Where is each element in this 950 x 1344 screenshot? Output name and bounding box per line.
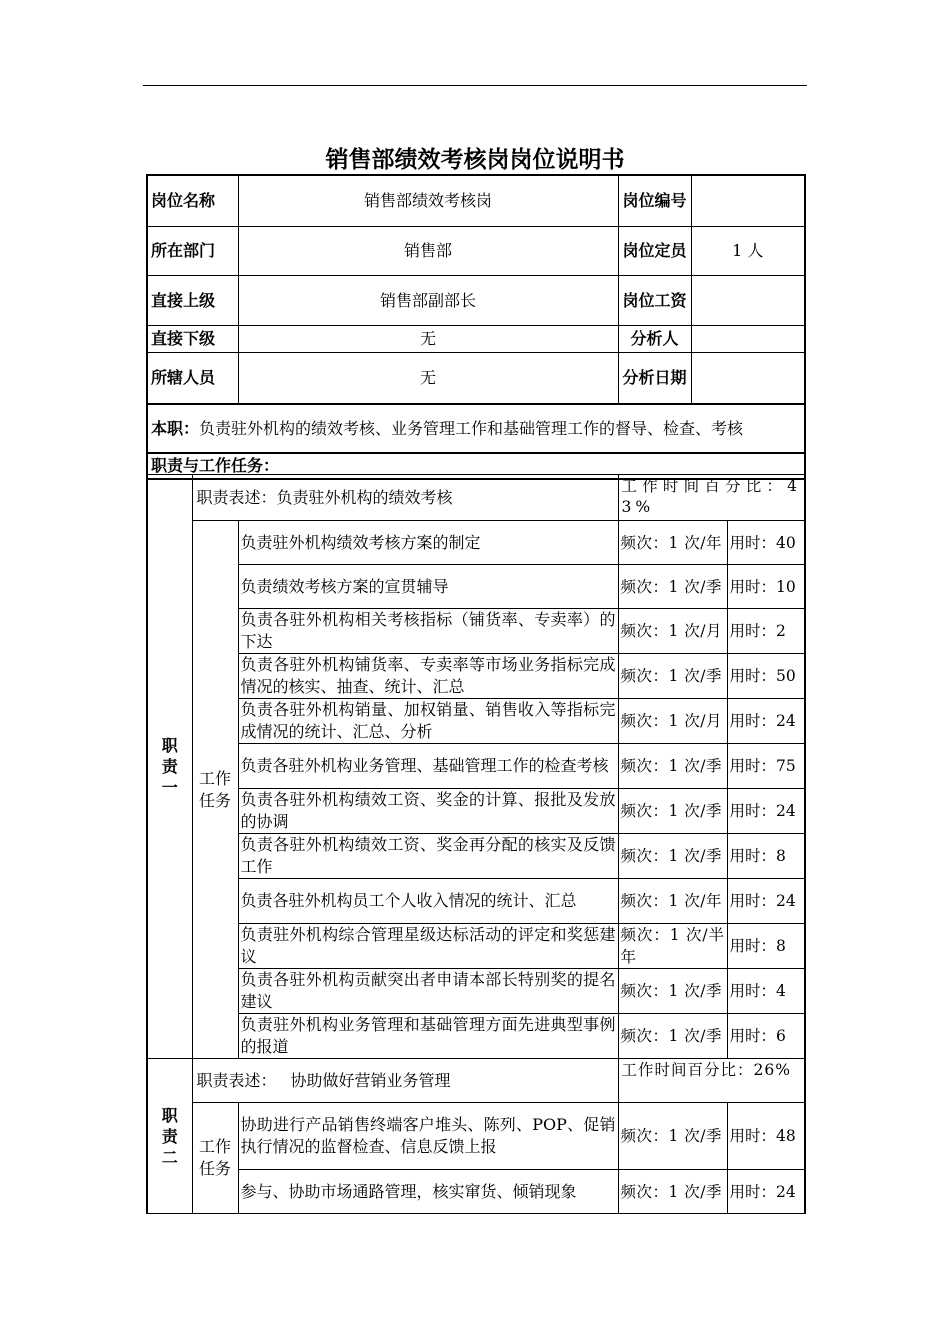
subordinate-value: 无 <box>238 326 618 353</box>
job-description-table <box>146 174 806 480</box>
duty-label: 本职： <box>151 419 200 438</box>
task-text: 负责驻外机构业务管理和基础管理方面先进典型事例的报道 <box>238 1014 618 1059</box>
info-row <box>147 175 805 227</box>
resp-desc-row <box>147 1059 805 1103</box>
task-row <box>147 834 805 879</box>
task-frequency: 频次：1 次/季 <box>618 565 727 609</box>
page-title: 销售部绩效考核岗岗位说明书 <box>325 147 625 173</box>
resp-desc-row <box>147 475 805 521</box>
task-row <box>147 565 805 609</box>
quota-label: 岗位定员 <box>619 227 692 275</box>
task-row <box>147 521 805 565</box>
analysis-date-value <box>692 353 805 403</box>
code-cell <box>618 175 805 227</box>
info-row <box>147 326 805 353</box>
task-row <box>147 744 805 789</box>
resp2-desc-label: 职责表述： <box>196 1070 277 1090</box>
analyst-label: 分析人 <box>619 326 692 352</box>
task-text: 参与、协助市场通路管理，核实窜货、倾销现象 <box>238 1170 618 1214</box>
position-code-value <box>692 176 805 226</box>
info-row <box>147 353 805 405</box>
resp1-desc-text: 负责驻外机构的绩效考核 <box>276 487 453 507</box>
task-text: 负责驻外机构绩效考核方案的制定 <box>238 521 618 565</box>
analyst-value <box>692 326 805 352</box>
resp2-time-percent: 工作时间百分比：26% <box>618 1059 805 1103</box>
task-time: 用时：4 <box>727 969 805 1014</box>
task-row <box>147 879 805 924</box>
task-row <box>147 699 805 744</box>
task-time: 用时：40 <box>727 521 805 565</box>
task-frequency: 频次：1 次/季 <box>618 1014 727 1059</box>
date-cell <box>618 353 805 405</box>
task-frequency: 频次：1 次/季 <box>618 744 727 789</box>
task-time: 用时：8 <box>727 924 805 969</box>
resp1-desc <box>192 475 618 521</box>
task-text: 负责各驻外机构相关考核指标（铺货率、专卖率）的下达 <box>238 609 618 654</box>
task-frequency: 频次：1 次/季 <box>618 969 727 1014</box>
responsibilities-table <box>146 474 806 1214</box>
task-frequency: 频次：1 次/年 <box>618 521 727 565</box>
task-frequency: 频次：1 次/半年 <box>618 924 727 969</box>
task-text: 负责驻外机构综合管理星级达标活动的评定和奖惩建议 <box>238 924 618 969</box>
task-row <box>147 654 805 699</box>
resp2-label: 职责二 <box>147 1059 192 1214</box>
task-row <box>147 1014 805 1059</box>
task-time: 用时：24 <box>727 789 805 834</box>
task-time: 用时：50 <box>727 654 805 699</box>
analyst-cell <box>618 326 805 353</box>
task-row <box>147 1170 805 1214</box>
task-time: 用时：24 <box>727 879 805 924</box>
quota-cell <box>618 227 805 276</box>
superior-label: 直接上级 <box>147 276 238 326</box>
duty-text: 负责驻外机构的绩效考核、业务管理工作和基础管理工作的督导、检查、考核 <box>199 419 744 438</box>
resp1-task-label: 工作任务 <box>192 521 238 1059</box>
position-code-label: 岗位编号 <box>619 176 692 226</box>
resp2-desc <box>192 1059 618 1103</box>
quota-value: 1 人 <box>732 241 764 260</box>
header-rule <box>143 85 807 86</box>
resp1-time-percent: 工作时间百分比：43% <box>618 475 805 521</box>
resp2-desc-text: 协助做好营销业务管理 <box>290 1070 451 1090</box>
task-text: 负责各驻外机构绩效工资、奖金再分配的核实及反馈工作 <box>238 834 618 879</box>
task-frequency: 频次：1 次/季 <box>618 834 727 879</box>
task-text: 负责各驻外机构贡献突出者申请本部长特别奖的提名建议 <box>238 969 618 1014</box>
resp1-desc-label: 职责表述： <box>196 487 277 507</box>
task-row <box>147 1103 805 1170</box>
task-row <box>147 969 805 1014</box>
task-text: 负责各驻外机构销量、加权销量、销售收入等指标完成情况的统计、汇总、分析 <box>238 699 618 744</box>
department-value: 销售部 <box>238 227 618 276</box>
position-name-label: 岗位名称 <box>147 175 238 227</box>
salary-cell <box>618 276 805 326</box>
resp1-label: 职责一 <box>147 475 192 1059</box>
task-text: 负责绩效考核方案的宣贯辅导 <box>238 565 618 609</box>
task-frequency: 频次：1 次/月 <box>618 699 727 744</box>
task-time: 用时：75 <box>727 744 805 789</box>
subordinate-label: 直接下级 <box>147 326 238 353</box>
duty-cell <box>147 404 805 453</box>
task-frequency: 频次：1 次/季 <box>618 1170 727 1214</box>
task-time: 用时：8 <box>727 834 805 879</box>
superior-value: 销售部副部长 <box>238 276 618 326</box>
position-name-value: 销售部绩效考核岗 <box>238 175 618 227</box>
task-text: 负责各驻外机构绩效工资、奖金的计算、报批及发放的协调 <box>238 789 618 834</box>
salary-label: 岗位工资 <box>619 276 692 325</box>
task-time: 用时：10 <box>727 565 805 609</box>
task-row <box>147 924 805 969</box>
analysis-date-label: 分析日期 <box>619 353 692 403</box>
staff-label: 所辖人员 <box>147 353 238 405</box>
salary-value <box>692 276 805 325</box>
task-frequency: 频次：1 次/季 <box>618 789 727 834</box>
task-text: 协助进行产品销售终端客户堆头、陈列、POP、促销执行情况的监督检查、信息反馈上报 <box>238 1103 618 1170</box>
task-frequency: 频次：1 次/季 <box>618 654 727 699</box>
task-text: 负责各驻外机构员工个人收入情况的统计、汇总 <box>238 879 618 924</box>
department-label: 所在部门 <box>147 227 238 276</box>
section-label: 职责与工作任务： <box>147 453 805 479</box>
task-text: 负责各驻外机构铺货率、专卖率等市场业务指标完成情况的核实、抽查、统计、汇总 <box>238 654 618 699</box>
task-time: 用时：24 <box>727 1170 805 1214</box>
duty-row <box>147 404 805 453</box>
task-row <box>147 789 805 834</box>
task-frequency: 频次：1 次/季 <box>618 1103 727 1170</box>
info-row <box>147 227 805 276</box>
task-time: 用时：6 <box>727 1014 805 1059</box>
task-time: 用时：48 <box>727 1103 805 1170</box>
task-frequency: 频次：1 次/年 <box>618 879 727 924</box>
task-row <box>147 609 805 654</box>
task-text: 负责各驻外机构业务管理、基础管理工作的检查考核 <box>238 744 618 789</box>
task-time: 用时：2 <box>727 609 805 654</box>
task-frequency: 频次：1 次/月 <box>618 609 727 654</box>
task-time: 用时：24 <box>727 699 805 744</box>
staff-value: 无 <box>238 353 618 405</box>
info-row <box>147 276 805 326</box>
resp2-task-label: 工作任务 <box>192 1103 238 1214</box>
